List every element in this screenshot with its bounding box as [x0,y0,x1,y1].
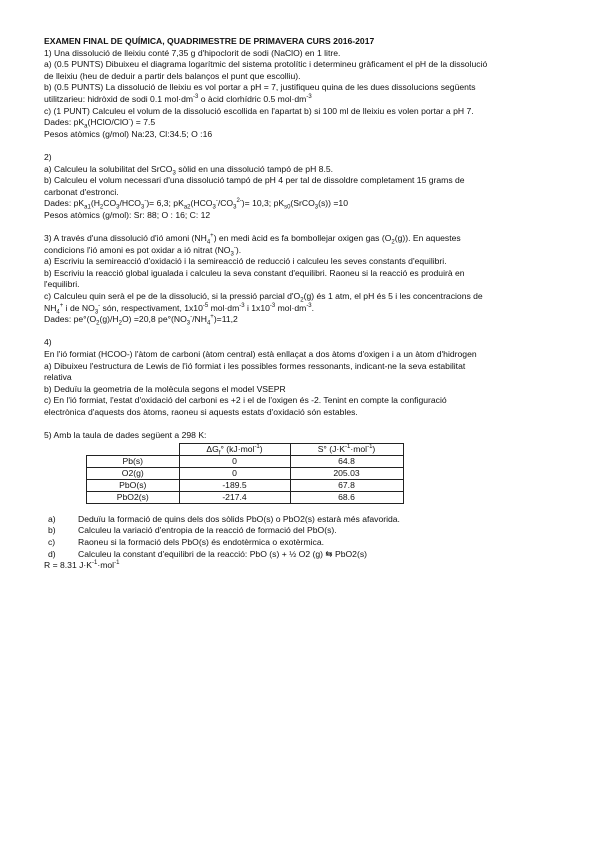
list-item: a) Deduïu la formació de quins dels dos sòlids PbO(s) o PbO2(s) estarà més afavorida. [48,513,400,524]
q3-dades: Dades: $pe^\circ(O_2(g)/H_2O) =20,8$ $pe^\circ(NO_3^-/NH_4^+)=11,2$ [44,314,238,327]
table-row: Pb(s) 0 64.8 [87,455,404,467]
q4-a-line2: relativa [44,372,72,383]
q4-b: b) Deduïu la geometria de la molècula segons el model VSEPR [44,383,286,394]
question-2 [44,152,576,222]
q3-c-line2: $NH_4^+$ i de $NO_3^-$ són, respectivament, $1x10^{-5}$ $mol\cdot dm^{-3}$ i $1x10^{-3}$ $mol\cdot dm^{-3}$. [44,302,315,316]
q1-intro: 1) Una dissolució de lleixiu conté 7,35 g d'hipoclorit de sodi (NaClO) en 1 litre. [44,47,341,58]
thermo-data-table [86,443,404,504]
q2-dades: Dades: $pK_{a1}(H_2CO_3/HCO_3^-)= 6,3$; $pK_{a2}(HCO_3^-/CO_3^{2-})= 10,3$; $pK_{s0}(SrCO_3(s)) =10$ [44,198,348,212]
exam-title: EXAMEN FINAL DE QUÍMICA, QUADRIMESTRE DE PRIMAVERA CURS 2016-2017 [44,36,375,46]
q1-b-line2: utilitzarieu: hidròxid de sodi 0.1 $mol\cdot dm^{-3}$ o àcid clorhídric 0.5 $mol\cdot dm^{-3}$ [44,93,312,104]
q5-r-constant: R = 8.31 $J\cdot K^{-1}\cdot mol^{-1}$ [44,560,120,571]
exam-page [44,36,576,572]
list-item: b) Calculeu la variació d'entropia de la reacció de formació del PbO(s). [48,525,337,536]
header-s: S° $(J\cdot K^{-1}\cdot mol^{-1})$ [290,443,403,455]
q1-b-line1: b) (0.5 PUNTS) La dissolució de lleixiu es vol portar a pH = 7, justifiqueu quina de les dues dissolucions següents [44,82,476,93]
q3-c-line1: c) Calculeu quin serà el pe de la dissolució, si la pressió parcial $d'O_2(g)$ és 1 atm, el pH és 5 i les concentracions de [44,291,483,304]
question-5 [44,430,576,572]
table-row: PbO2(s) -217.4 68.6 [87,491,404,503]
question-1 [44,48,576,141]
header-dg: $\Delta G_f^\circ$ (kJ·mol$^{-1}$) [179,443,290,455]
question-3 [44,233,576,326]
q2-b-line1: b) Calculeu el volum necessari d'una dissolució tampó de pH 4 per tal de dissoldre completament 15 grams de [44,175,465,186]
q5-items [44,514,576,560]
q2-pesos: Pesos atòmics (g/mol): Sr: 88; O : 16; C: 12 [44,209,211,220]
q4-line1: En l'ió formiat (HCOO-) l'àtom de carboni (àtom central) està enllaçat a dos àtoms d'oxigen i a un àtom d'hidrogen [44,349,477,360]
table-header-row [87,443,404,455]
list-item: c) Raoneu si la formació dels PbO(s) és endotèrmica o exotèrmica. [48,536,324,547]
q3-line2: condicions l'ió amoni es pot oxidar a ió nitrat $(NO_3^-)$. [44,244,242,258]
table-row: O2(g) 0 205.03 [87,467,404,479]
q4-a-line1: a) Dibuixeu l'estructura de Lewis de l'ió formiat i les possibles formes ressonants, indicant-ne la seva estabilitat [44,360,466,371]
q2-number: 2) [44,151,52,162]
question-4 [44,337,576,418]
q4-c-line2: electrònica d'aquests dos àtoms, raoneu si aquests estats d'oxidació són estables. [44,407,358,417]
table-row: PbO(s) -189.5 67.8 [87,479,404,491]
q1-dades: Dades: $pK_a(HClO/ClO^-) = 7.5$ [44,117,156,130]
q1-a-line2: de lleixiu (heu de deduir a partir dels balanços el punt que escolliu). [44,70,301,81]
q1-pesos: Pesos atòmics (g/mol) Na:23, Cl:34.5; O :16 [44,128,213,139]
q3-a: a) Escriviu la semireacció d'oxidació i la semireacció de reducció i calculeu les seves constants d'equilibri. [44,256,447,267]
q4-c-line1: c) En l'ió formiat, l'estat d'oxidació del carboni es +2 i el de l'oxigen és -2. Tenint en compte la configuració [44,395,447,406]
q3-line1: 3) A través d'una dissolució d'ió amoni $(NH_4^+)$ en medi àcid es fa bombollejar oxigen gas $(O_2(g))$. En aquestes [44,233,461,246]
q3-b-line2: l'equilibri. [44,279,80,290]
list-item: d) Calculeu la constant d'equilibri de la reacció: PbO (s) + ½ O2 (g) ⇆ PbO2(s) [48,548,367,559]
q1-a-line1: a) (0.5 PUNTS) Dibuixeu el diagrama logarítmic del sistema protolític i determineu gràficament el pH de la dissolució [44,59,488,70]
q2-b-line2: carbonat d'estronci. [44,186,119,197]
q4-number: 4) [44,337,52,348]
q1-c: c) (1 PUNT) Calculeu el volum de la dissolució escollida en l'apartat b) si 100 ml de lleixiu es volen portar a pH 7. [44,105,474,116]
q3-b-line1: b) Escriviu la reacció global igualada i calculeu la seva constant d'equilibri. Raoneu si la reacció es produirà en [44,267,465,278]
q5-intro: 5) Amb la taula de dades següent a 298 K: [44,430,207,441]
q2-a: a) Calculeu la solubilitat del SrCO$_3$ sòlid en una dissolució tampó de pH 8.5. [44,163,334,177]
